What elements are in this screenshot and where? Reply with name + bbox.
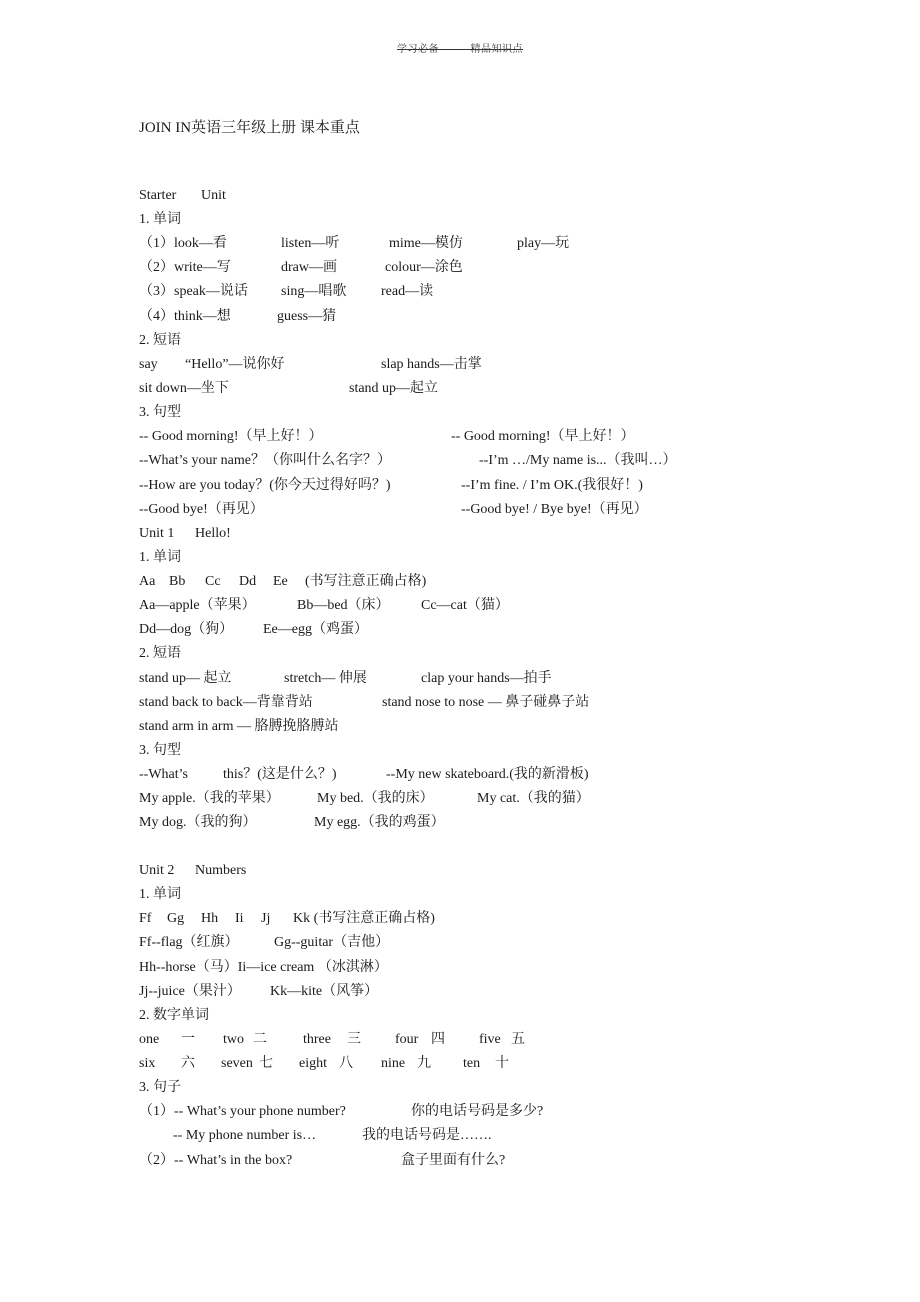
text-segment: Cc—cat（猫）	[421, 598, 509, 613]
text-segment: stand back to back—背靠背站	[139, 695, 313, 710]
text-segment: 2. 短语	[139, 333, 181, 348]
text-segment: Unit 1	[139, 526, 175, 541]
text-segment: Ff--flag（红旗）	[139, 935, 239, 950]
text-segment: Ee—egg（鸡蛋）	[263, 622, 368, 637]
text-segment: eight	[299, 1056, 327, 1071]
text-segment: Jj	[261, 911, 271, 926]
text-segment: Aa	[139, 574, 156, 589]
text-segment: this？(这是什么？)	[223, 767, 337, 782]
text-segment: Hello!	[195, 526, 231, 541]
text-segment: listen—听	[281, 236, 340, 251]
text-segment: mime—模仿	[389, 236, 463, 251]
text-segment: Kk (书写注意正确占格)	[293, 911, 435, 926]
text-segment: （4）think—想	[139, 309, 231, 324]
text-segment: “Hello”—说你好	[185, 357, 285, 372]
text-segment: （2）write—写	[139, 260, 231, 275]
text-segment: Gg	[167, 911, 185, 926]
text-segment: 3. 句型	[139, 743, 181, 758]
text-segment: stand nose to nose — 鼻子碰鼻子站	[382, 695, 590, 710]
text-segment: Kk—kite（风筝）	[270, 984, 379, 999]
text-segment: --What’s your name？（你叫什么名字？）	[139, 453, 391, 468]
text-segment: colour—涂色	[385, 260, 463, 275]
text-segment: My dog.（我的狗）	[139, 815, 257, 830]
text-segment: stand up— 起立	[139, 671, 232, 686]
page-header: 学习必备———精品知识点	[397, 44, 523, 55]
text-segment: 2. 数字单词	[139, 1008, 209, 1023]
text-segment: 十	[495, 1056, 509, 1071]
text-segment: 2. 短语	[139, 646, 181, 661]
text-segment: one	[139, 1032, 160, 1047]
text-segment: 一	[181, 1032, 195, 1047]
text-segment: Ff	[139, 911, 152, 926]
text-segment: Jj--juice（果汁）	[139, 984, 241, 999]
text-segment: --What’s	[139, 767, 188, 782]
text-segment: four	[395, 1032, 419, 1047]
text-segment: 二	[253, 1032, 267, 1047]
text-segment: Cc	[205, 574, 221, 589]
text-segment: play—玩	[517, 236, 570, 251]
text-segment: 九	[417, 1056, 431, 1071]
text-segment: --How are you today？(你今天过得好吗？)	[139, 478, 391, 493]
text-segment: three	[303, 1032, 331, 1047]
document-title: JOIN IN英语三年级上册 课本重点	[139, 120, 360, 136]
text-segment: sing—唱歌	[281, 284, 347, 299]
text-segment: 七	[259, 1056, 273, 1071]
text-segment: guess—猜	[277, 309, 337, 324]
text-segment: Hh	[201, 911, 219, 926]
text-segment: slap hands—击掌	[381, 357, 482, 372]
text-segment: two	[223, 1032, 244, 1047]
text-segment: stand up—起立	[349, 381, 439, 396]
text-segment: --Good bye! / Bye bye!（再见）	[461, 502, 648, 517]
text-segment: Bb	[169, 574, 186, 589]
text-segment: 八	[339, 1056, 353, 1071]
text-segment: 1. 单词	[139, 212, 181, 227]
text-segment: seven	[221, 1056, 253, 1071]
text-segment: read—读	[381, 284, 434, 299]
text-segment: say	[139, 357, 158, 372]
text-segment: sit down—坐下	[139, 381, 229, 396]
text-segment: ten	[463, 1056, 481, 1071]
text-segment: five	[479, 1032, 501, 1047]
text-segment: Dd—dog（狗）	[139, 622, 234, 637]
text-segment: -- My phone number is…	[173, 1128, 317, 1143]
text-segment: 四	[431, 1032, 445, 1047]
text-segment: --I’m fine. / I’m OK.(我很好！)	[461, 478, 643, 493]
text-segment: Aa—apple（苹果）	[139, 598, 256, 613]
text-segment: clap your hands—拍手	[421, 671, 552, 686]
text-segment: Starter	[139, 188, 177, 203]
text-segment: （3）speak—说话	[139, 284, 248, 299]
text-segment: -- Good morning!（早上好！）	[139, 429, 323, 444]
text-segment: (书写注意正确占格)	[305, 574, 427, 589]
text-segment: Ee	[273, 574, 288, 589]
text-segment: nine	[381, 1056, 406, 1071]
text-segment: 三	[347, 1032, 361, 1047]
text-segment: Dd	[239, 574, 257, 589]
text-segment: My apple.（我的苹果）	[139, 791, 280, 806]
text-segment: -- Good morning!（早上好！）	[451, 429, 635, 444]
text-segment: 你的电话号码是多少?	[411, 1104, 544, 1119]
text-segment: Unit 2	[139, 863, 175, 878]
text-segment: Unit	[201, 188, 226, 203]
text-segment: 3. 句型	[139, 405, 181, 420]
text-segment: Ii	[235, 911, 244, 926]
text-segment: --I’m …/My name is...（我叫…）	[479, 453, 677, 468]
text-segment: --My new skateboard.(我的新滑板)	[386, 767, 589, 782]
text-segment: （2）-- What’s in the box?	[139, 1153, 293, 1168]
text-segment: 五	[511, 1032, 525, 1047]
text-segment: stand arm in arm — 胳膊挽胳膊站	[139, 719, 339, 734]
text-segment: 盒子里面有什么?	[401, 1153, 506, 1168]
text-segment: --Good bye!（再见）	[139, 502, 264, 517]
text-segment: （1）-- What’s your phone number?	[139, 1104, 346, 1119]
text-segment: stretch— 伸展	[284, 671, 367, 686]
text-segment: My egg.（我的鸡蛋）	[314, 815, 445, 830]
text-segment: six	[139, 1056, 156, 1071]
text-segment: 我的电话号码是…….	[362, 1128, 492, 1143]
text-segment: （1）look—看	[139, 236, 227, 251]
text-segment: Numbers	[195, 863, 247, 878]
text-segment: draw—画	[281, 260, 337, 275]
text-segment: 1. 单词	[139, 887, 181, 902]
text-segment: 六	[181, 1056, 195, 1071]
text-segment: Bb—bed（床）	[297, 598, 390, 613]
text-segment: My cat.（我的猫）	[477, 791, 590, 806]
text-segment: Gg--guitar（吉他）	[274, 935, 390, 950]
text-segment: 1. 单词	[139, 550, 181, 565]
text-segment: Hh--horse（马）Ii—ice cream （冰淇淋）	[139, 960, 388, 975]
text-segment: My bed.（我的床）	[317, 791, 434, 806]
text-segment: 3. 句子	[139, 1080, 181, 1095]
